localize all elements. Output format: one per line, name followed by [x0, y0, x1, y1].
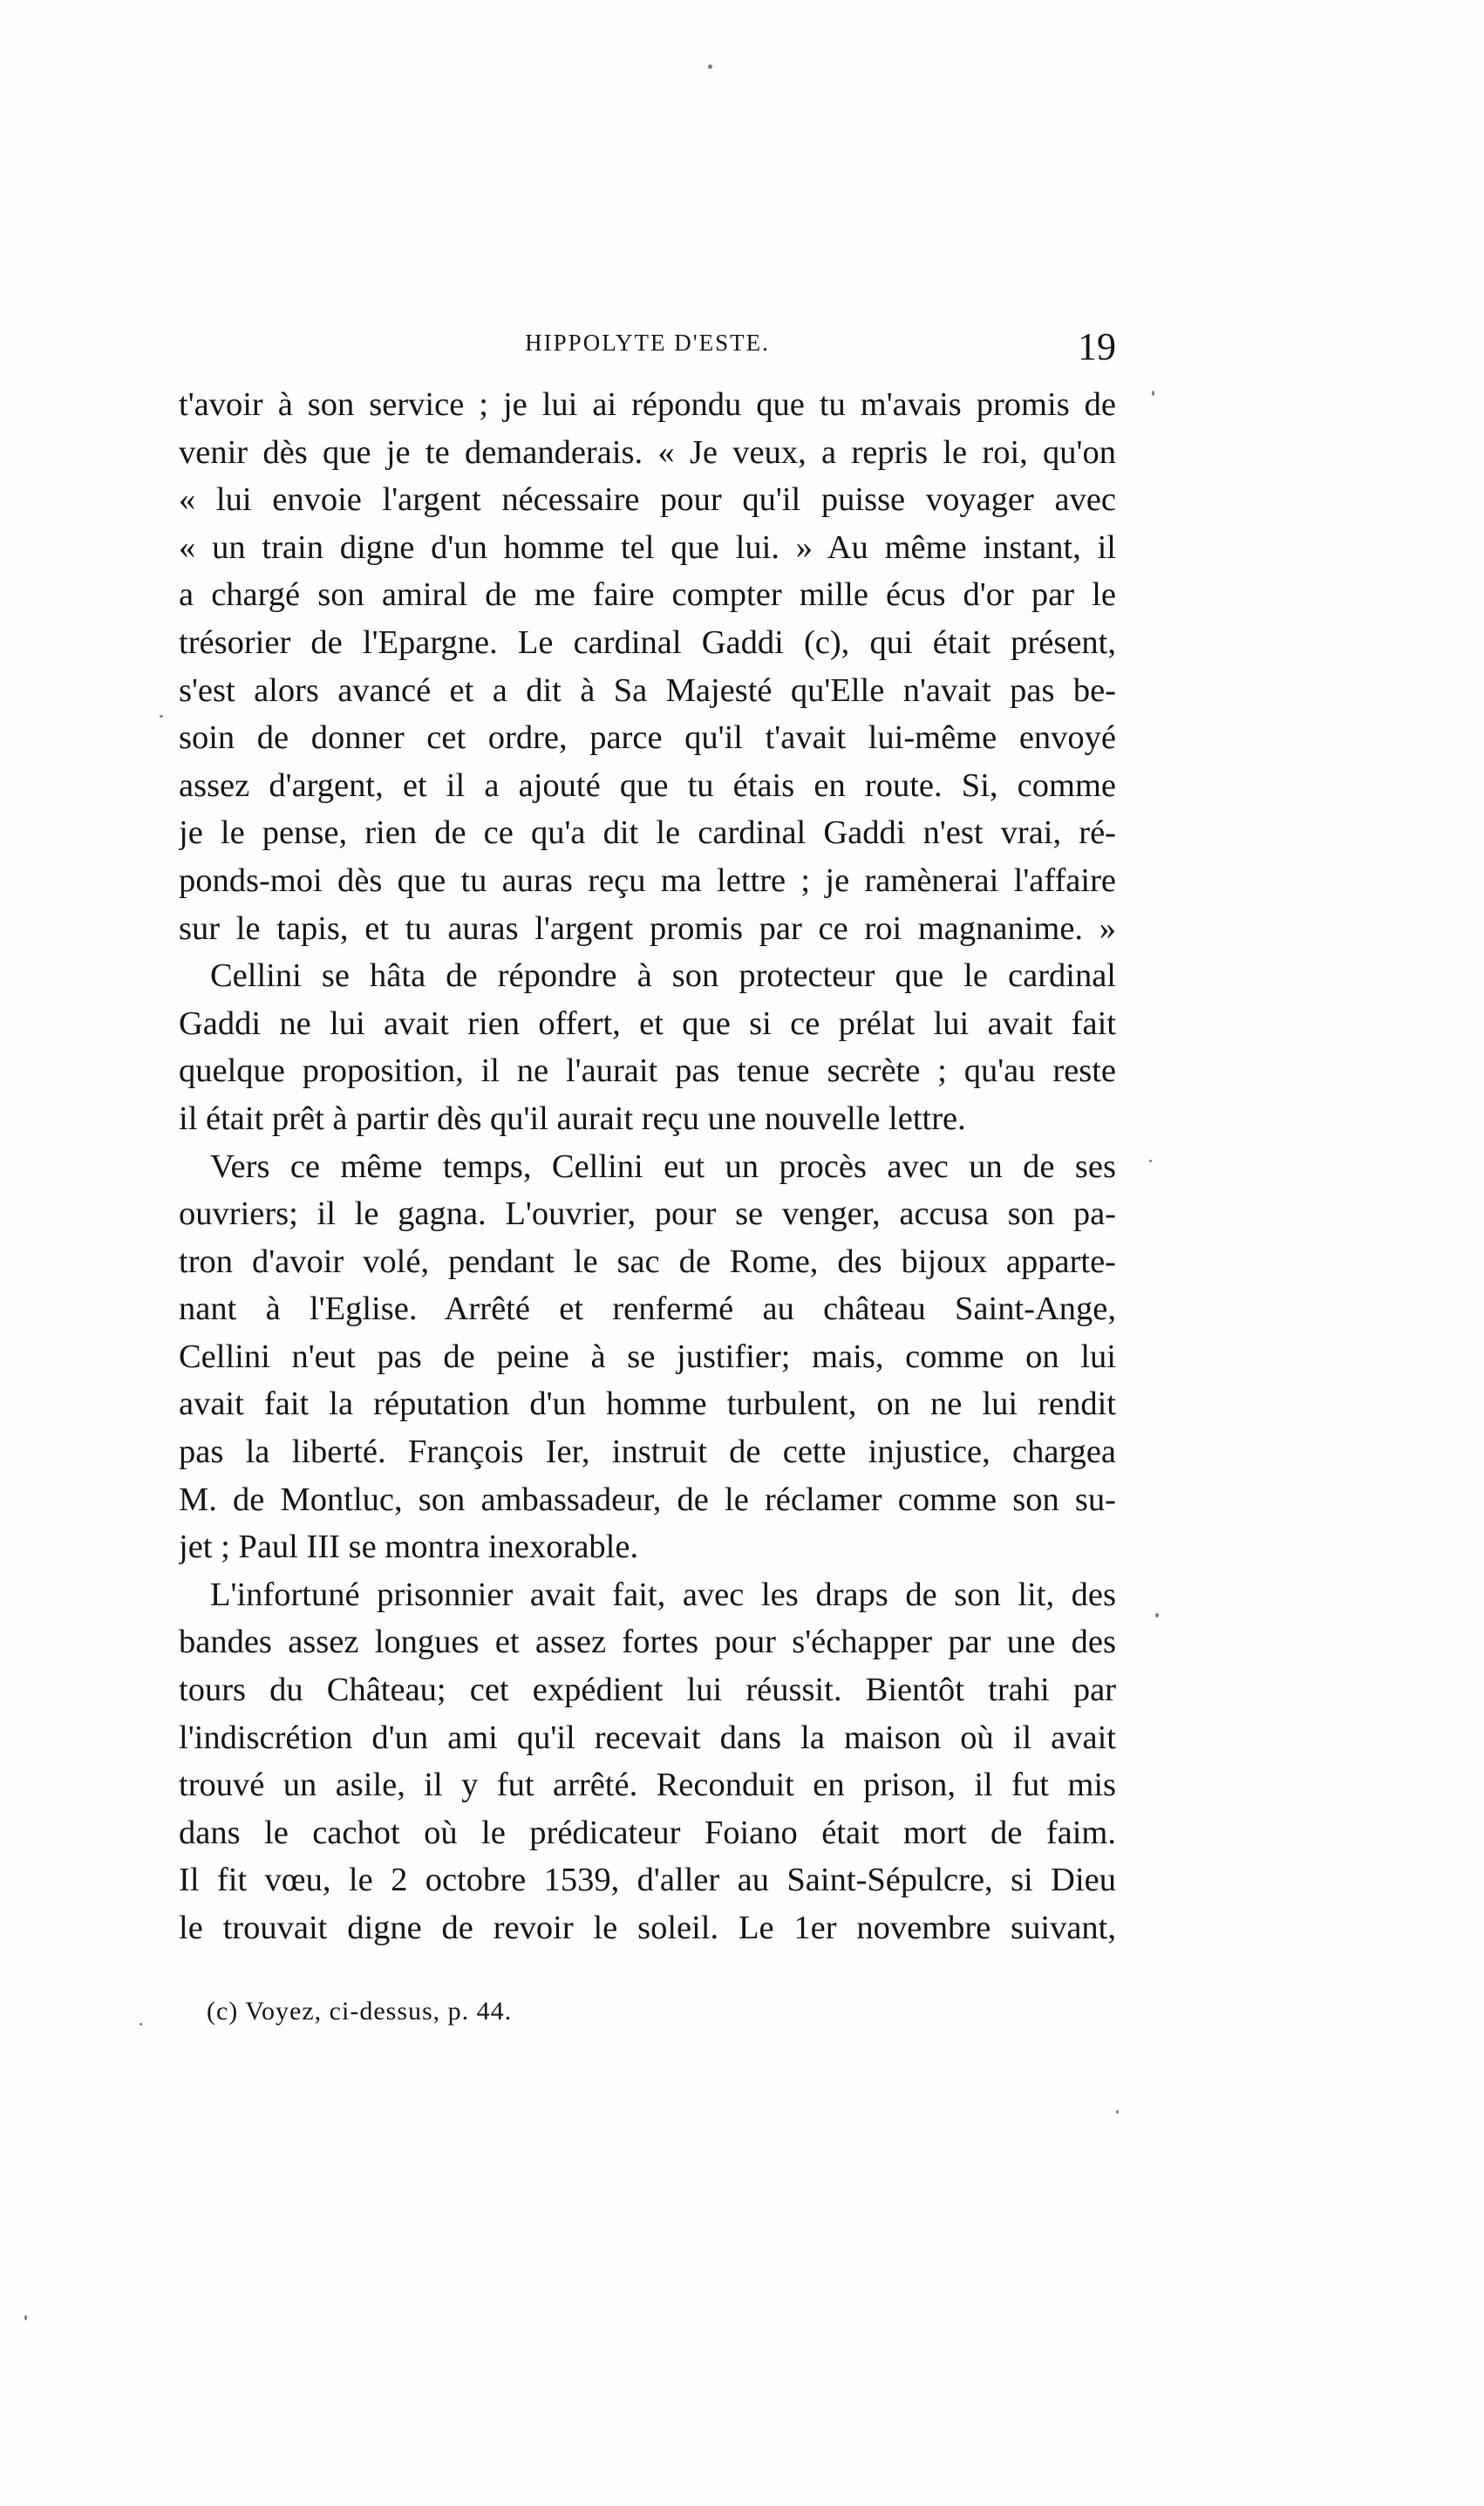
text-line: trouvé un asile, il y fut arrêté. Reconduit en prison, il fut mis	[179, 1767, 1116, 1804]
scan-speck	[140, 2023, 142, 2026]
text-line: quelque proposition, il ne l'aurait pas tenue secrète ; qu'au reste	[179, 1052, 1116, 1090]
text-line: le trouvait digne de revoir le soleil. Le 1er novembre suivant,	[179, 1910, 1116, 1946]
scan-speck	[708, 65, 712, 69]
paragraph-start-line: Vers ce même temps, Cellini eut un procès avec un de ses	[210, 1147, 1116, 1185]
text-line: tours du Château; cet expédient lui réussit. Bientôt trahi par	[179, 1672, 1116, 1709]
text-line: je le pense, rien de ce qu'a dit le cardinal Gaddi n'est vrai, ré-	[179, 814, 1116, 852]
text-line: ponds-moi dès que tu auras reçu ma lettre ; je ramènerai l'affaire	[179, 861, 1116, 899]
text-line: pas la liberté. François Ier, instruit de cette injustice, chargea	[179, 1433, 1116, 1471]
text-line: « lui envoie l'argent nécessaire pour qu'il puisse voyager avec	[179, 481, 1116, 519]
paragraph-start-line: L'infortuné prisonnier avait fait, avec les draps de son lit, des	[210, 1576, 1116, 1613]
text-line: nant à l'Eglise. Arrêté et renfermé au château Saint-Ange,	[179, 1290, 1116, 1328]
scan-speck	[1116, 2110, 1119, 2114]
paragraph-end-line: il était prêt à partir dès qu'il aurait reçu une nouvelle lettre.	[179, 1100, 966, 1137]
text-line: soin de donner cet ordre, parce qu'il t'avait lui-même envoyé	[179, 719, 1116, 757]
scan-speck	[24, 2315, 27, 2320]
scan-speck	[1152, 391, 1154, 396]
text-line: M. de Montluc, son ambassadeur, de le réclamer comme son su-	[179, 1481, 1116, 1518]
body-text	[179, 381, 1116, 1952]
text-line: assez d'argent, et il a ajouté que tu étais en route. Si, comme	[179, 766, 1116, 804]
footnote: (c) Voyez, ci-dessus, p. 44.	[207, 1997, 513, 2026]
paragraph-start-line: Cellini se hâta de répondre à son protecteur que le cardinal	[210, 957, 1116, 995]
text-line: venir dès que je te demanderais. « Je veux, a repris le roi, qu'on	[179, 433, 1116, 471]
text-line: dans le cachot où le prédicateur Foiano était mort de faim.	[179, 1814, 1116, 1851]
text-line: bandes assez longues et assez fortes pour s'échapper par une des	[179, 1624, 1116, 1661]
text-line: l'indiscrétion d'un ami qu'il recevait dans la maison où il avait	[179, 1719, 1116, 1756]
text-line: a chargé son amiral de me faire compter mille écus d'or par le	[179, 576, 1116, 614]
text-line: trésorier de l'Epargne. Le cardinal Gaddi (c), qui était présent,	[179, 623, 1116, 661]
text-line: Cellini n'eut pas de peine à se justifier; mais, comme on lui	[179, 1338, 1116, 1375]
paragraph-end-line: jet ; Paul III se montra inexorable.	[179, 1529, 639, 1566]
text-line: avait fait la réputation d'un homme turbulent, on ne lui rendit	[179, 1386, 1116, 1423]
page-number: 19	[1078, 325, 1116, 368]
text-line: Il fit vœu, le 2 octobre 1539, d'aller au Saint-Sépulcre, si Dieu	[179, 1862, 1116, 1899]
text-line: tron d'avoir volé, pendant le sac de Rome, des bijoux apparte-	[179, 1243, 1116, 1280]
running-head	[179, 324, 1116, 377]
running-title: HIPPOLYTE D'ESTE.	[525, 330, 770, 356]
scan-speck	[1149, 1160, 1152, 1162]
text-line: Gaddi ne lui avait rien offert, et que si ce prélat lui avait fait	[179, 1004, 1116, 1042]
text-line: ouvriers; il le gagna. L'ouvrier, pour se venger, accusa son pa-	[179, 1195, 1116, 1233]
scan-speck	[1155, 1613, 1159, 1617]
text-line: s'est alors avancé et a dit à Sa Majesté qu'Elle n'avait pas be-	[179, 671, 1116, 709]
scan-speck	[160, 715, 163, 718]
text-line: « un train digne d'un homme tel que lui. » Au même instant, il	[179, 528, 1116, 566]
text-line: sur le tapis, et tu auras l'argent promis par ce roi magnanime. »	[179, 909, 1116, 947]
text-line: t'avoir à son service ; je lui ai répondu que tu m'avais promis de	[179, 386, 1116, 423]
